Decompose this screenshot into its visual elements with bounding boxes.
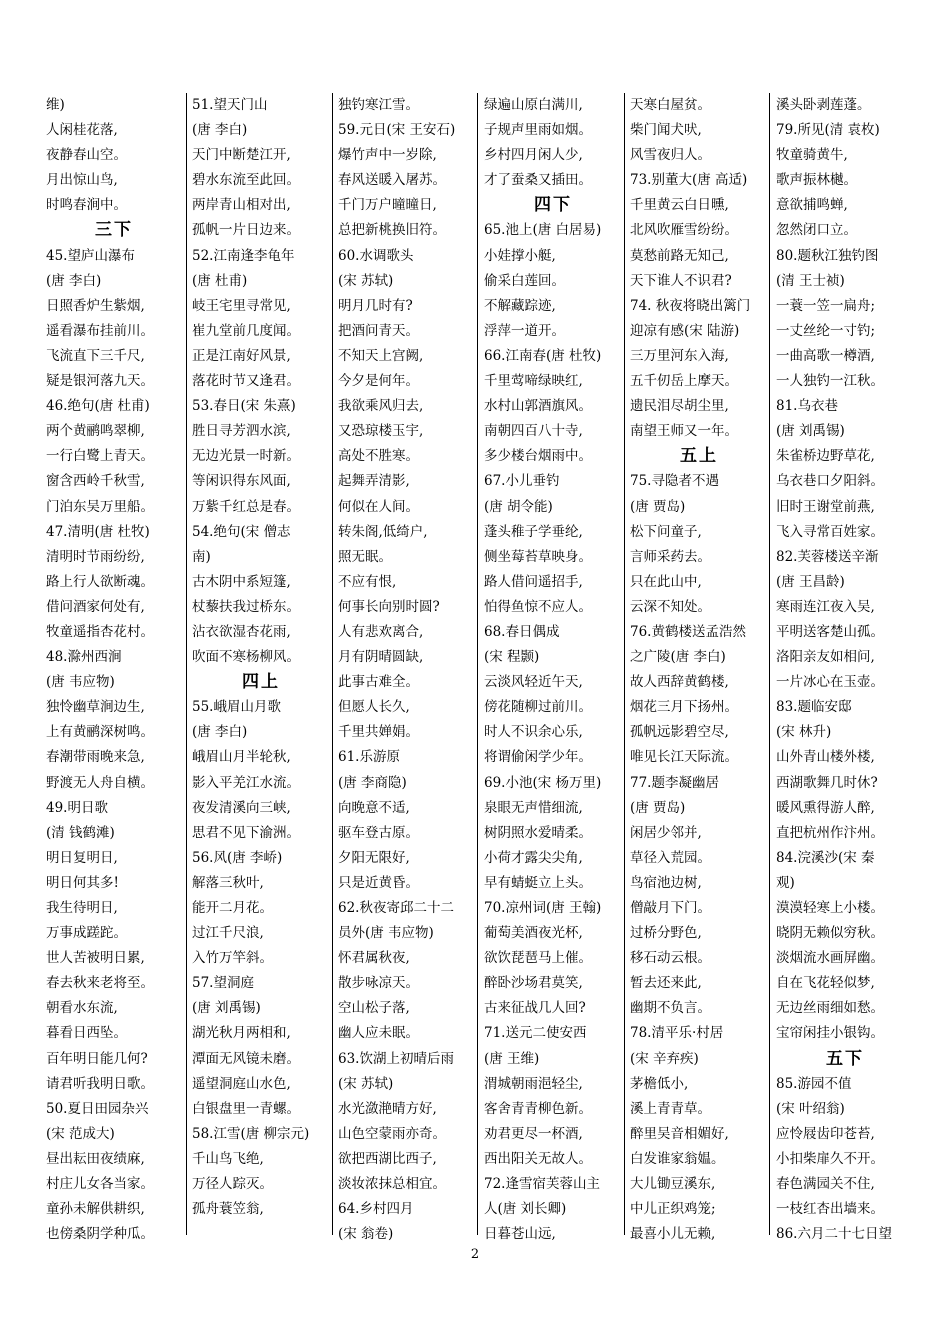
- poem-line: 71.送元二使安西: [484, 1025, 587, 1042]
- poem-line: (宋 苏轼): [338, 1075, 394, 1092]
- poem-line: 南望王师又一年。: [630, 423, 738, 440]
- poem-line: 将谓偷闲学少年。: [484, 749, 592, 766]
- poem-line: 过江千尺浪,: [192, 925, 264, 942]
- poem-line: 岐王宅里寻常见,: [192, 297, 291, 314]
- poem-line: 淡烟流水画屏幽。: [776, 950, 884, 967]
- poem-line: (唐 刘禹锡): [192, 1000, 261, 1017]
- text-column-4: [484, 93, 622, 1243]
- poem-line: 不知天上宫阙,: [338, 347, 424, 364]
- poem-line: (唐 杜甫): [192, 272, 248, 289]
- poem-line: (唐 王昌龄): [776, 573, 845, 590]
- poem-line: 暖风熏得游人醉,: [776, 799, 875, 816]
- poem-line: (唐 刘禹锡): [776, 423, 845, 440]
- text-column-1: [46, 93, 182, 1243]
- poem-line: 78.清平乐·村居: [630, 1025, 724, 1042]
- poem-line: 意欲捕鸣蝉,: [776, 197, 848, 214]
- text-column-3: [338, 93, 468, 1243]
- poem-line: 明日何其多!: [46, 874, 119, 891]
- poem-line: 照无眠。: [338, 548, 392, 565]
- poem-line: 小娃撑小艇,: [484, 247, 556, 264]
- poem-line: 79.所见(清 袁枚): [776, 122, 880, 139]
- poem-line: 古木阴中系短篷,: [192, 573, 291, 590]
- poem-line: 白银盘里一青螺。: [192, 1100, 300, 1117]
- poem-line: 84.浣溪沙(宋 秦: [776, 849, 875, 866]
- poem-line: 朝看水东流,: [46, 1000, 118, 1017]
- poem-line: 孤帆一片日边来。: [192, 222, 300, 239]
- poem-line: 小扣柴扉久不开。: [776, 1150, 884, 1167]
- poem-line: 三万里河东入海,: [630, 347, 729, 364]
- poem-line: 傍花随柳过前川。: [484, 699, 592, 716]
- poem-line: (宋 辛弃疾): [630, 1050, 699, 1067]
- poem-line: 我生待明日,: [46, 900, 118, 916]
- poem-line: 请君听我明日歌。: [46, 1075, 154, 1092]
- poem-line: 歌声振林樾。: [776, 172, 857, 189]
- poem-line: 65.池上(唐 白居易): [484, 222, 602, 239]
- poem-line: 门泊东吴万里船。: [46, 498, 154, 515]
- poem-line: 只在此山中,: [630, 573, 702, 590]
- poem-line: 野渡无人舟自横。: [46, 774, 154, 791]
- poem-line: 68.春日偶成: [484, 623, 560, 640]
- poem-line: 偷采白莲回。: [484, 272, 565, 289]
- poem-line: 怀君属秋夜,: [338, 950, 410, 967]
- poem-line: 飞流直下三千尺,: [46, 347, 145, 364]
- poem-line: 独怜幽草涧边生,: [46, 699, 145, 716]
- poem-line: 茅檐低小,: [630, 1075, 689, 1092]
- poem-line: 千门万户曈曈日,: [338, 197, 437, 214]
- poem-line: 万事成蹉跎。: [46, 925, 127, 942]
- poem-line: 夜静春山空。: [46, 147, 127, 164]
- poem-line: 73.别董大(唐 高适): [630, 172, 748, 189]
- poem-line: 客舍青青柳色新。: [484, 1100, 592, 1117]
- poem-line: 胜日寻芳泗水滨,: [192, 423, 291, 440]
- poem-line: 思君不见下渝洲。: [192, 824, 300, 841]
- poem-line: 此事古难全。: [338, 674, 419, 691]
- poem-line: 独钓寒江雪。: [338, 97, 419, 113]
- poem-line: 欲饮琵琶马上催。: [484, 950, 592, 967]
- poem-line: 村庄儿女各当家。: [46, 1176, 154, 1193]
- poem-line: 多少楼台烟雨中。: [484, 448, 592, 465]
- poem-line: 一枝红杏出墙来。: [776, 1201, 884, 1218]
- poem-line: 侧坐莓苔草映身。: [484, 548, 592, 565]
- poem-line: 中儿正织鸡笼;: [630, 1201, 716, 1218]
- poem-line: 幽人应未眠。: [338, 1025, 419, 1042]
- poem-line: 路人借问遥招手,: [484, 573, 583, 590]
- poem-line: 闲居少邻并,: [630, 824, 702, 841]
- poem-line: 故人西辞黄鹤楼,: [630, 674, 729, 691]
- poem-line: 昼出耘田夜绩麻,: [46, 1150, 145, 1167]
- poem-line: 才了蚕桑又插田。: [484, 172, 592, 189]
- poem-line: 云淡风轻近午天,: [484, 674, 583, 691]
- poem-line: 宝帘闲挂小银钩。: [776, 1025, 884, 1042]
- poem-line: 过桥分野色,: [630, 925, 702, 942]
- poem-line: 泉眼无声惜细流,: [484, 799, 583, 816]
- poem-line: 50.夏日田园杂兴: [46, 1100, 149, 1117]
- poem-line: 孤帆远影碧空尽,: [630, 724, 729, 741]
- poem-line: 67.小儿垂钓: [484, 473, 560, 490]
- poem-line: 一曲高歌一樽酒,: [776, 347, 875, 364]
- poem-line: 淡妆浓抹总相宜。: [338, 1176, 446, 1193]
- poem-line: 日照香炉生紫烟,: [46, 297, 145, 314]
- poem-line: 幽期不负言。: [630, 1000, 711, 1017]
- poem-line: 又恐琼楼玉宇,: [338, 423, 424, 440]
- poem-line: 牧童骑黄牛,: [776, 147, 848, 164]
- poem-line: 64.乡村四月: [338, 1201, 414, 1218]
- poem-line: 月有阴晴圆缺,: [338, 649, 424, 666]
- poem-line: 总把新桃换旧符。: [338, 222, 446, 239]
- poem-line: 水光潋滟晴方好,: [338, 1100, 437, 1117]
- poem-line: 77.题李凝幽居: [630, 774, 719, 791]
- poem-line: 今夕是何年。: [338, 373, 419, 390]
- poem-line: 借问酒家何处有,: [46, 598, 145, 615]
- poem-line: 唯见长江天际流。: [630, 749, 738, 766]
- poem-line: 解落三秋叶,: [192, 874, 264, 891]
- poem-line: 69.小池(宋 杨万里): [484, 774, 602, 791]
- poem-line: 劝君更尽一杯酒,: [484, 1125, 583, 1142]
- poem-line: 人闲桂花落,: [46, 122, 118, 139]
- poem-line: (唐 李白): [192, 122, 248, 139]
- poem-line: 空山松子落,: [338, 1000, 410, 1017]
- poem-line: 溪上青青草。: [630, 1100, 711, 1117]
- poem-line: (唐 贾岛): [630, 498, 686, 515]
- poem-line: 暮看日西坠。: [46, 1025, 127, 1042]
- poem-line: 千里黄云白日曛,: [630, 197, 729, 214]
- poem-line: (宋 苏轼): [338, 272, 394, 289]
- text-column-5: [630, 93, 768, 1243]
- poem-line: 春去秋来老将至。: [46, 975, 154, 992]
- grade-heading: 五上: [680, 446, 718, 467]
- poem-line: 向晚意不适,: [338, 799, 410, 816]
- poem-line: 60.水调歌头: [338, 247, 414, 264]
- poem-line: 52.江南逢李龟年: [192, 247, 295, 264]
- poem-line: 何事长向别时圆?: [338, 598, 440, 615]
- poem-line: (宋 翁卷): [338, 1226, 394, 1243]
- poem-line: (宋 叶绍翁): [776, 1100, 845, 1117]
- poem-line: 直把杭州作汴州。: [776, 824, 884, 841]
- poem-line: 天下谁人不识君?: [630, 272, 732, 289]
- poem-line: (宋 林升): [776, 724, 832, 741]
- poem-line: (宋 程颢): [484, 649, 540, 666]
- poem-line: 绿遍山原白满川,: [484, 97, 583, 113]
- poem-line: 月出惊山鸟,: [46, 172, 118, 189]
- poem-line: 牧童遥指杏花村。: [46, 623, 154, 640]
- poem-line: 早有蜻蜓立上头。: [484, 874, 592, 891]
- poem-line: 万径人踪灭。: [192, 1176, 273, 1193]
- poem-line: 一行白鹭上青天。: [46, 448, 154, 465]
- poem-line: 遥望洞庭山水色,: [192, 1075, 291, 1092]
- poem-line: 落花时节又逢君。: [192, 373, 300, 390]
- poem-line: 平明送客楚山孤。: [776, 623, 884, 640]
- poem-line: 两个黄鹂鸣翠柳,: [46, 423, 145, 440]
- poem-line: 一丈丝纶一寸钓;: [776, 322, 876, 339]
- poem-line: 风雪夜归人。: [630, 147, 711, 164]
- poem-line: 南朝四百八十寺,: [484, 423, 583, 440]
- poem-line: 莫愁前路无知己,: [630, 247, 729, 264]
- poem-line: 鸟宿池边树,: [630, 874, 702, 891]
- poem-line: 59.元日(宋 王安石): [338, 122, 456, 139]
- poem-line: 沾衣欲湿杏花雨,: [192, 623, 291, 640]
- poem-line: 浮萍一道开。: [484, 322, 565, 339]
- column-divider: [624, 93, 625, 1235]
- poem-line: 等闲识得东风面,: [192, 473, 291, 490]
- poem-line: 春风送暖入屠苏。: [338, 172, 446, 189]
- poem-line: 洛阳亲友如相问,: [776, 649, 875, 666]
- poem-line: 乌衣巷口夕阳斜。: [776, 473, 884, 490]
- poem-line: 57.望洞庭: [192, 975, 254, 992]
- poem-line: 夕阳无限好,: [338, 849, 410, 866]
- poem-line: 55.峨眉山月歌: [192, 699, 281, 716]
- poem-line: 不应有恨,: [338, 573, 397, 590]
- poem-line: 云深不知处。: [630, 598, 711, 615]
- poem-line: 47.清明(唐 杜牧): [46, 523, 150, 540]
- poem-line: 但愿人长久,: [338, 699, 410, 716]
- poem-line: 童孙未解供耕织,: [46, 1201, 145, 1218]
- poem-line: 暂去还来此,: [630, 975, 702, 992]
- poem-line: 76.黄鹤楼送孟浩然: [630, 623, 746, 640]
- poem-line: (清 钱鹤滩): [46, 824, 115, 841]
- poem-line: 渭城朝雨浥轻尘,: [484, 1075, 583, 1092]
- poem-line: 朱雀桥边野草花,: [776, 448, 875, 465]
- poem-line: 树阴照水爱晴柔。: [484, 824, 592, 841]
- poem-line: 千山鸟飞绝,: [192, 1150, 264, 1167]
- poem-line: 时鸣春涧中。: [46, 197, 127, 214]
- poem-line: 寒雨连江夜入吴,: [776, 598, 875, 615]
- poem-line: 潭面无风镜未磨。: [192, 1050, 300, 1067]
- poem-line: 80.题秋江独钓图: [776, 247, 879, 264]
- poem-line: 窗含西岭千秋雪,: [46, 473, 145, 490]
- poem-line: 58.江雪(唐 柳宗元): [192, 1125, 310, 1142]
- poem-line: 天门中断楚江开,: [192, 147, 291, 164]
- poem-line: 49.明日歌: [46, 799, 108, 816]
- poem-line: 大儿锄豆溪东,: [630, 1176, 716, 1193]
- poem-line: 溪头卧剥莲蓬。: [776, 97, 871, 113]
- grade-heading: 四上: [242, 672, 280, 693]
- poem-line: 小荷才露尖尖角,: [484, 849, 583, 866]
- poem-line: 葡萄美酒夜光杯,: [484, 925, 583, 942]
- poem-line: 应怜屐齿印苍苔,: [776, 1125, 875, 1142]
- poem-line: 山外青山楼外楼,: [776, 749, 875, 766]
- poem-line: 61.乐游原: [338, 749, 400, 766]
- poem-line: 杖藜扶我过桥东。: [192, 598, 300, 615]
- poem-line: 湖光秋月两相和,: [192, 1025, 291, 1042]
- poem-line: 维): [46, 97, 65, 113]
- poem-line: 46.绝句(唐 杜甫): [46, 398, 150, 415]
- column-divider: [332, 93, 333, 1235]
- poem-line: 僧敲月下门。: [630, 900, 711, 916]
- poem-line: 驱车登古原。: [338, 824, 419, 841]
- poem-line: 正是江南好风景,: [192, 347, 291, 364]
- poem-line: 言师采药去。: [630, 548, 711, 565]
- poem-line: 柴门闻犬吠,: [630, 122, 702, 139]
- poem-line: 忽然闭口立。: [776, 222, 857, 239]
- poem-line: 51.望天门山: [192, 97, 268, 113]
- poem-line: 醉卧沙场君莫笑,: [484, 975, 583, 992]
- poem-line: 西出阳关无故人。: [484, 1150, 592, 1167]
- poem-line: 53.春日(宋 朱熹): [192, 398, 296, 415]
- poem-line: 74. 秋夜将晓出篱门: [630, 297, 751, 314]
- poem-line: 无边丝雨细如愁。: [776, 1000, 884, 1017]
- poem-line: 碧水东流至此回。: [192, 172, 300, 189]
- poem-line: 春潮带雨晚来急,: [46, 749, 145, 766]
- poem-line: (唐 李白): [46, 272, 102, 289]
- poem-line: 千里共婵娟。: [338, 724, 419, 741]
- poem-line: 54.绝句(宋 僧志: [192, 523, 291, 540]
- poem-line: 遗民泪尽胡尘里,: [630, 398, 729, 415]
- poem-line: 散步咏凉天。: [338, 975, 419, 992]
- poem-line: 迎凉有感(宋 陆游): [630, 322, 740, 339]
- column-divider: [186, 93, 187, 1235]
- poem-line: 路上行人欲断魂。: [46, 573, 154, 590]
- grade-heading: 四下: [534, 195, 572, 216]
- poem-line: 万紫千红总是春。: [192, 498, 300, 515]
- poem-line: 我欲乘风归去,: [338, 398, 424, 415]
- poem-line: 古来征战几人回?: [484, 1000, 586, 1017]
- poem-line: 西湖歌舞几时休?: [776, 774, 878, 791]
- poem-line: 天寒白屋贫。: [630, 97, 711, 113]
- poem-line: 时人不识余心乐,: [484, 724, 583, 741]
- poem-line: 爆竹声中一岁除,: [338, 147, 437, 164]
- poem-line: 乡村四月闲人少,: [484, 147, 583, 164]
- poem-line: 上有黄鹂深树鸣。: [46, 724, 154, 741]
- poem-line: 百年明日能几何?: [46, 1050, 148, 1067]
- poem-line: 水村山郭酒旗风。: [484, 398, 592, 415]
- poem-line: 转朱阁,低绮户,: [338, 523, 428, 540]
- grade-heading: 三下: [95, 220, 133, 241]
- poem-line: 山色空蒙雨亦奇。: [338, 1125, 446, 1142]
- poem-line: 两岸青山相对出,: [192, 197, 291, 214]
- poem-line: (唐 胡令能): [484, 498, 553, 515]
- poem-line: 自在飞花轻似梦,: [776, 975, 875, 992]
- grade-heading: 五下: [826, 1048, 864, 1069]
- poem-line: 一人独钓一江秋。: [776, 373, 884, 390]
- poem-line: (唐 王维): [484, 1050, 540, 1067]
- text-column-6: [776, 93, 914, 1243]
- poem-line: 高处不胜寒。: [338, 448, 419, 465]
- poem-line: 夜发清溪向三峡,: [192, 799, 291, 816]
- poem-line: 不解藏踪迹,: [484, 297, 556, 314]
- poem-line: 孤舟蓑笠翁,: [192, 1201, 264, 1218]
- poem-line: 怕得鱼惊不应人。: [484, 598, 592, 615]
- poem-line: 63.饮湖上初晴后雨: [338, 1050, 454, 1067]
- poem-line: 旧时王谢堂前燕,: [776, 498, 875, 515]
- poem-line: 起舞弄清影,: [338, 473, 410, 490]
- poem-line: 疑是银河落九天。: [46, 373, 154, 390]
- poem-line: 48.滁州西涧: [46, 649, 122, 666]
- poem-line: 何似在人间。: [338, 498, 419, 515]
- column-divider: [769, 93, 770, 1235]
- poem-line: (清 王士祯): [776, 272, 845, 289]
- poem-line: (唐 李白): [192, 724, 248, 741]
- poem-line: 把酒问青天。: [338, 322, 419, 339]
- poem-line: 世人苦被明日累,: [46, 950, 145, 967]
- poem-line: 72.逢雪宿芙蓉山主: [484, 1176, 600, 1193]
- poem-line: 86.六月二十七日望: [776, 1226, 892, 1243]
- poem-line: (宋 范成大): [46, 1125, 115, 1142]
- poem-line: 北风吹雁雪纷纷。: [630, 222, 738, 239]
- poem-line: 员外(唐 韦应物): [338, 925, 434, 942]
- poem-line: (唐 韦应物): [46, 674, 115, 691]
- poem-line: 只是近黄昏。: [338, 874, 419, 891]
- poem-line: 人(唐 刘长卿): [484, 1201, 567, 1218]
- poem-line: 白发谁家翁媪。: [630, 1150, 725, 1167]
- poem-line: 南): [192, 548, 211, 565]
- poem-line: 春色满园关不住,: [776, 1176, 875, 1193]
- poem-line: 83.题临安邸: [776, 699, 852, 716]
- poem-line: 62.秋夜寄邱二十二: [338, 900, 454, 916]
- poem-line: 最喜小儿无赖,: [630, 1226, 716, 1243]
- poem-line: 烟花三月下扬州。: [630, 699, 738, 716]
- poem-line: 一蓑一笠一扁舟;: [776, 297, 876, 314]
- poem-line: 晓阴无赖似穷秋。: [776, 925, 884, 942]
- poem-line: 松下问童子,: [630, 523, 702, 540]
- poem-line: 日暮苍山远,: [484, 1226, 556, 1243]
- poem-line: 崔九堂前几度闻。: [192, 322, 300, 339]
- poem-line: 影入平羌江水流。: [192, 774, 300, 791]
- page-number: 2: [470, 1247, 480, 1262]
- poem-line: 观): [776, 874, 795, 891]
- poem-line: 45.望庐山瀑布: [46, 247, 135, 264]
- poem-line: 56.风(唐 李峤): [192, 849, 283, 866]
- poem-line: 66.江南春(唐 杜牧): [484, 347, 602, 364]
- poem-line: 明月几时有?: [338, 297, 413, 314]
- poem-line: 五千仞岳上摩天。: [630, 373, 738, 390]
- poem-line: 漠漠轻寒上小楼。: [776, 900, 884, 916]
- poem-line: 一片冰心在玉壶。: [776, 674, 884, 691]
- text-column-2: [192, 93, 330, 1243]
- poem-line: 子规声里雨如烟。: [484, 122, 592, 139]
- poem-line: 遥看瀑布挂前川。: [46, 322, 154, 339]
- poem-line: 醉里吴音相媚好,: [630, 1125, 729, 1142]
- poem-line: 吹面不寒杨柳风。: [192, 649, 300, 666]
- poem-line: 草径入荒园。: [630, 849, 711, 866]
- poem-line: 能开二月花。: [192, 900, 273, 916]
- poem-line: 入竹万竿斜。: [192, 950, 273, 967]
- poem-line: (唐 贾岛): [630, 799, 686, 816]
- poem-line: 欲把西湖比西子,: [338, 1150, 437, 1167]
- poem-line: 之广陵(唐 李白): [630, 649, 726, 666]
- poem-line: 明日复明日,: [46, 849, 118, 866]
- poem-line: 蓬头稚子学垂纶,: [484, 523, 583, 540]
- poem-line: 也傍桑阴学种瓜。: [46, 1226, 154, 1243]
- poem-line: 81.乌衣巷: [776, 398, 838, 415]
- poem-line: (唐 李商隐): [338, 774, 407, 791]
- column-divider: [477, 93, 478, 1235]
- poem-line: 清明时节雨纷纷,: [46, 548, 145, 565]
- poem-line: 70.凉州词(唐 王翰): [484, 900, 602, 916]
- poem-line: 移石动云根。: [630, 950, 711, 967]
- poem-line: 75.寻隐者不遇: [630, 473, 719, 490]
- poem-line: 千里莺啼绿映红,: [484, 373, 583, 390]
- poem-line: 飞入寻常百姓家。: [776, 523, 884, 540]
- poem-line: 无边光景一时新。: [192, 448, 300, 465]
- poem-line: 峨眉山月半轮秋,: [192, 749, 291, 766]
- poem-line: 82.芙蓉楼送辛渐: [776, 548, 879, 565]
- poem-line: 人有悲欢离合,: [338, 623, 424, 640]
- poem-line: 85.游园不值: [776, 1075, 852, 1092]
